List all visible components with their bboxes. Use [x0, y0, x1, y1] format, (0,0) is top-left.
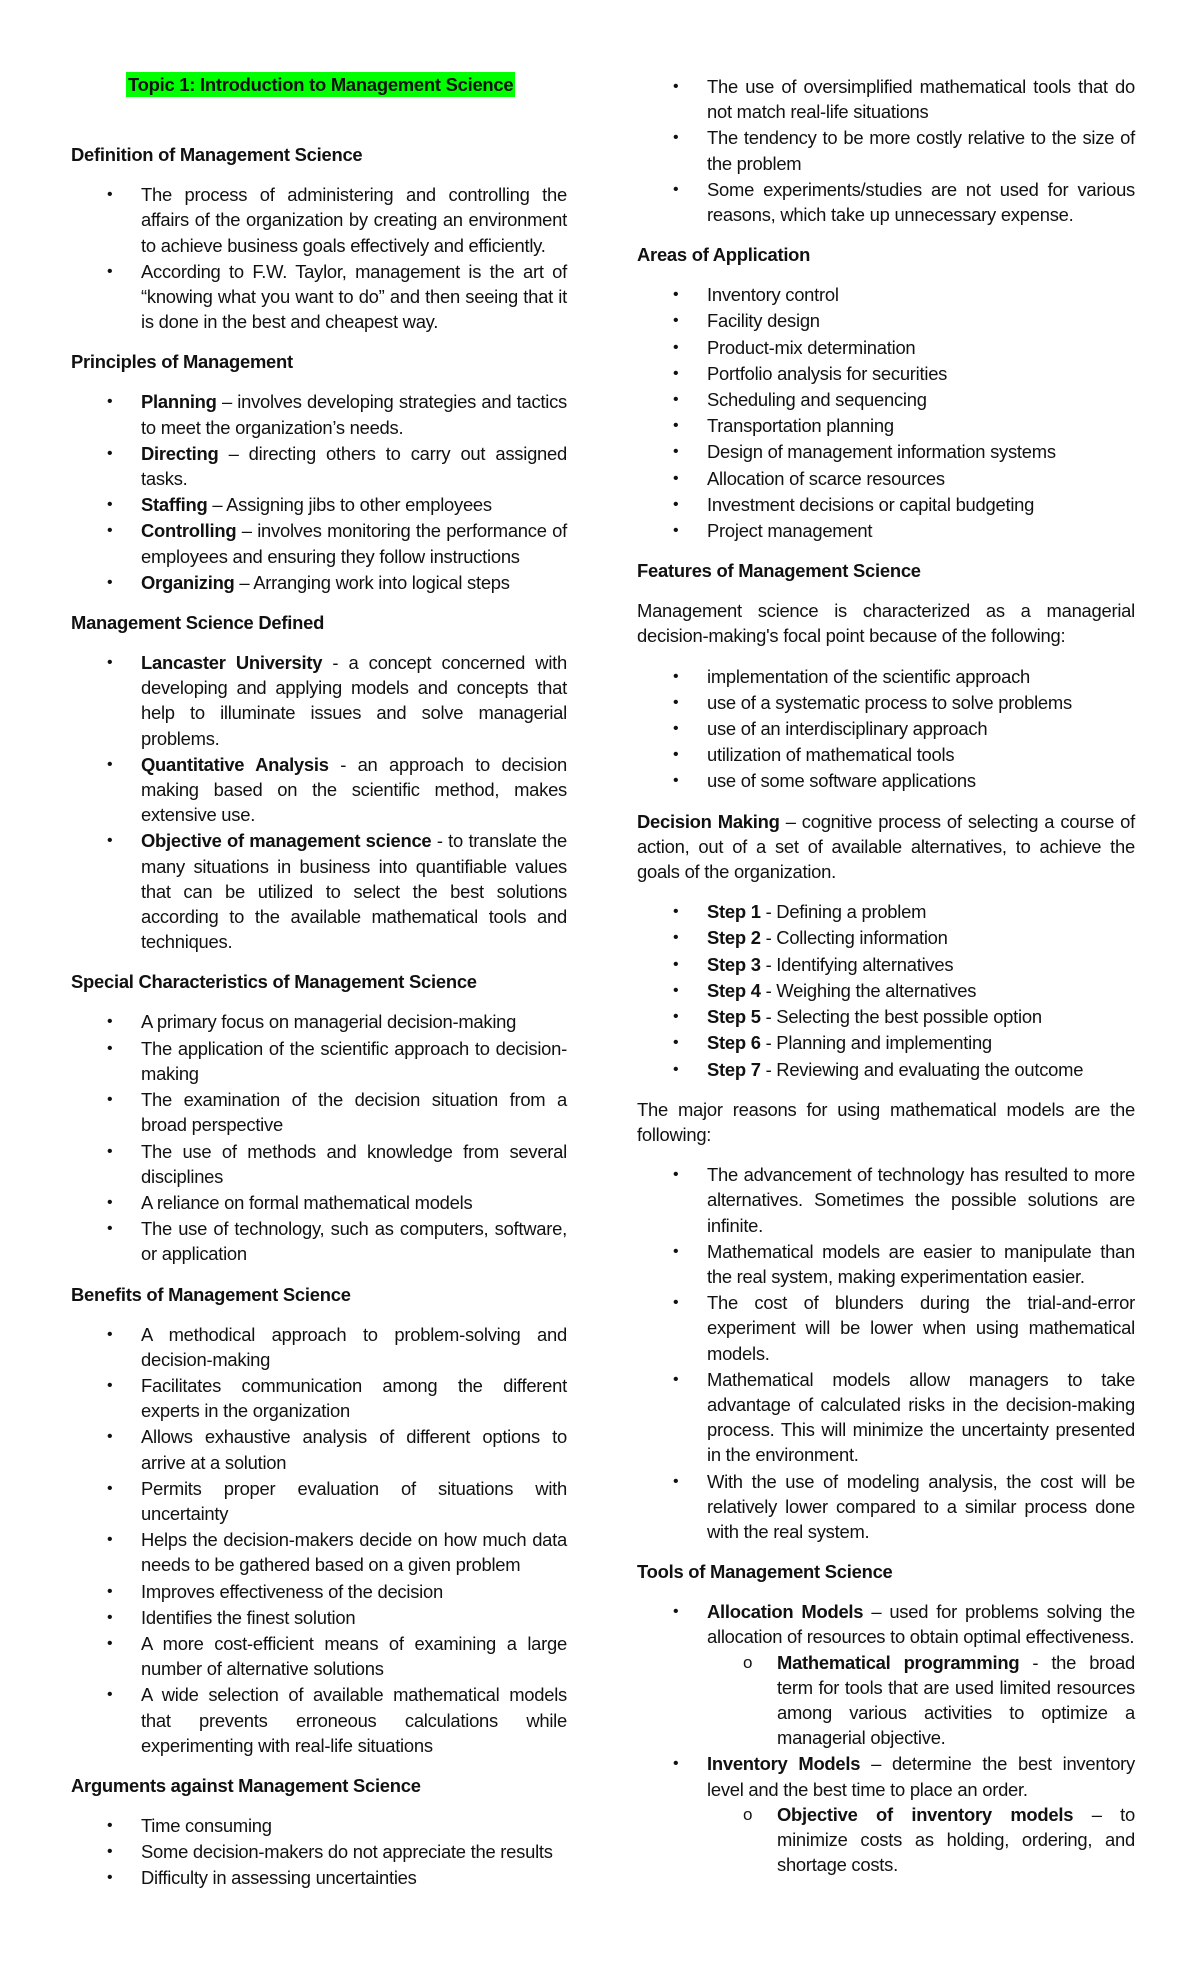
list-item: • With the use of modeling analysis, the cost will be relatively lower compared to a similar process done with the real system. — [637, 1469, 1135, 1545]
term-text: - Defining a problem — [760, 901, 927, 923]
term: Objective of inventory models — [777, 1803, 1074, 1825]
areas-heading: Areas of Application — [637, 244, 811, 266]
list-item: • Portfolio analysis for securities — [637, 361, 1135, 386]
list-item: • Facilitates communication among the different experts in the organization — [71, 1373, 567, 1423]
list-item: • use of a systematic process to solve problems — [637, 690, 1135, 715]
list-item — [637, 1030, 1135, 1055]
list-item: • Inventory control — [637, 282, 1135, 307]
list-item — [71, 650, 567, 751]
list-item: • A methodical approach to problem-solving and decision-making — [71, 1322, 567, 1372]
term: Controlling — [141, 520, 237, 542]
topic-title: Topic 1: Introduction to Management Science — [126, 72, 515, 97]
term-text: - Weighing the alternatives — [760, 979, 977, 1001]
list-item: • use of an interdisciplinary approach — [637, 716, 1135, 741]
sub-list — [707, 1802, 1135, 1878]
list-item: • Investment decisions or capital budgeting — [637, 492, 1135, 517]
list-item — [71, 828, 567, 954]
definition-heading: Definition of Management Science — [71, 144, 363, 166]
left-column — [71, 72, 567, 1906]
list-item: • Facility design — [637, 308, 1135, 333]
term: Planning — [141, 391, 217, 413]
term: Allocation Models — [707, 1601, 864, 1623]
list-item: • Some experiments/studies are not used for various reasons, which take up unnecessary expense. — [637, 177, 1135, 227]
term: Inventory Models — [707, 1753, 861, 1775]
term-text: – determine the best inventory level and the best time to place an order. — [707, 1753, 1135, 1800]
tools-heading: Tools of Management Science — [637, 1561, 893, 1583]
term-text: - Reviewing and evaluating the outcome — [760, 1058, 1084, 1080]
definition-list — [71, 182, 567, 334]
term: Staffing — [141, 494, 208, 516]
list-item: • Mathematical models allow managers to take advantage of calculated risks in the decision-making process. This will minimize the uncertainty presented in the environment. — [637, 1367, 1135, 1468]
list-item — [637, 1057, 1135, 1082]
term-text: – involves monitoring the performance of employees and ensuring they follow instructions — [141, 520, 567, 567]
list-item: • Allocation of scarce resources — [637, 466, 1135, 491]
term-text: – to minimize costs as holding, ordering, and shortage costs. — [777, 1803, 1135, 1876]
list-item: • The use of methods and knowledge from several disciplines — [71, 1139, 567, 1189]
list-item: • Mathematical models are easier to manipulate than the real system, making experimentation easier. — [637, 1239, 1135, 1289]
list-item: • Identifies the finest solution — [71, 1605, 567, 1630]
arguments-heading: Arguments against Management Science — [71, 1774, 421, 1796]
list-item: • A reliance on formal mathematical models — [71, 1190, 567, 1215]
term: Organizing — [141, 571, 235, 593]
term: Step 5 — [707, 1006, 761, 1028]
list-item: • Some decision-makers do not appreciate the results — [71, 1839, 567, 1864]
sub-list-item — [707, 1650, 1135, 1751]
term-text: - to translate the many situations in business into quantifiable values that can be utilized to select the best solutions according to the available mathematical tools and techniques. — [141, 830, 567, 953]
term: Step 3 — [707, 953, 761, 975]
list-item: • Time consuming — [71, 1813, 567, 1838]
list-item: • use of some software applications — [637, 768, 1135, 793]
decision-steps-list — [637, 899, 1135, 1081]
reasons-list — [637, 1162, 1135, 1544]
term-text: - Selecting the best possible option — [760, 1006, 1042, 1028]
features-heading: Features of Management Science — [637, 560, 921, 582]
right-column — [637, 74, 1135, 1892]
list-item: • Project management — [637, 518, 1135, 543]
defined-heading: Management Science Defined — [71, 612, 325, 634]
term-text: – used for problems solving the allocation of resources to obtain optimal effectiveness. — [707, 1601, 1135, 1648]
list-item — [637, 1751, 1135, 1877]
term-text: - Planning and implementing — [760, 1032, 992, 1054]
list-item — [637, 978, 1135, 1003]
list-item: • The cost of blunders during the trial-and-error experiment will be lower when using mathematical models. — [637, 1290, 1135, 1366]
term: Mathematical programming — [777, 1651, 1020, 1673]
list-item: • implementation of the scientific approach — [637, 664, 1135, 689]
list-item: • A primary focus on managerial decision-making — [71, 1009, 567, 1034]
tools-list — [637, 1599, 1135, 1877]
defined-list — [71, 650, 567, 954]
list-item — [637, 1004, 1135, 1029]
list-item: • The use of technology, such as computers, software, or application — [71, 1216, 567, 1266]
list-item — [637, 925, 1135, 950]
arguments-continued-list — [637, 74, 1135, 227]
list-item: • Allows exhaustive analysis of different options to arrive at a solution — [71, 1424, 567, 1474]
list-item: • A wide selection of available mathematical models that prevents erroneous calculations while experimenting with real-life situations — [71, 1682, 567, 1758]
principles-list — [71, 389, 567, 595]
term-text: - Identifying alternatives — [760, 953, 954, 975]
characteristics-list — [71, 1009, 567, 1266]
list-item: • The tendency to be more costly relative to the size of the problem — [637, 125, 1135, 175]
term-text: – Arranging work into logical steps — [234, 571, 510, 593]
list-item: • According to F.W. Taylor, management is the art of “knowing what you want to do” and then seeing that it is done in the best and cheapest way. — [71, 259, 567, 335]
term: Objective of management science — [141, 830, 432, 852]
term: Quantitative Analysis — [141, 753, 329, 775]
term-text: – directing others to carry out assigned tasks. — [141, 442, 567, 490]
benefits-list — [71, 1322, 567, 1758]
term: Step 4 — [707, 979, 761, 1001]
list-item — [637, 899, 1135, 924]
term: Lancaster University — [141, 652, 323, 674]
list-item — [71, 518, 567, 568]
term-text: - a concept concerned with developing and applying models and concepts that help to illuminate issues and solve managerial problems. — [141, 652, 567, 749]
list-item — [71, 492, 567, 517]
principles-heading: Principles of Management — [71, 351, 293, 373]
list-item: • Scheduling and sequencing — [637, 387, 1135, 412]
term: Step 6 — [707, 1032, 761, 1054]
decision-making-definition — [637, 809, 1135, 885]
list-item — [637, 1599, 1135, 1750]
list-item — [637, 952, 1135, 977]
term-text: – cognitive process of selecting a course of action, out of a set of available alternatives, to achieve the goals of the organization. — [637, 810, 1135, 883]
list-item: • Difficulty in assessing uncertainties — [71, 1865, 567, 1890]
list-item: • The application of the scientific approach to decision-making — [71, 1036, 567, 1086]
reasons-intro: The major reasons for using mathematical models are the following: — [637, 1098, 1135, 1145]
list-item: • A more cost-efficient means of examining a large number of alternative solutions — [71, 1631, 567, 1681]
features-list — [637, 664, 1135, 794]
characteristics-heading: Special Characteristics of Management Science — [71, 971, 477, 993]
arguments-list — [71, 1813, 567, 1891]
list-item: • The process of administering and controlling the affairs of the organization by creating an environment to achieve business goals effectively and efficiently. — [71, 182, 567, 258]
list-item: • The use of oversimplified mathematical tools that do not match real-life situations — [637, 74, 1135, 124]
sub-list — [707, 1650, 1135, 1751]
term-text: – involves developing strategies and tactics to meet the organization’s needs. — [141, 391, 567, 438]
term: Decision Making — [637, 810, 780, 832]
areas-list — [637, 282, 1135, 543]
list-item: • The advancement of technology has resulted to more alternatives. Sometimes the possible solutions are infinite. — [637, 1162, 1135, 1238]
term: Step 1 — [707, 901, 761, 923]
term-text: - an approach to decision making based on the scientific method, makes extensive use. — [141, 753, 567, 826]
sub-list-item — [707, 1802, 1135, 1878]
benefits-heading: Benefits of Management Science — [71, 1283, 351, 1305]
term: Directing — [141, 442, 219, 464]
list-item: • Transportation planning — [637, 413, 1135, 438]
term-text: – Assigning jibs to other employees — [207, 494, 492, 516]
list-item: • Product-mix determination — [637, 335, 1135, 360]
list-item: • Permits proper evaluation of situations with uncertainty — [71, 1476, 567, 1526]
list-item — [71, 441, 567, 491]
term-text: - Collecting information — [760, 927, 948, 949]
list-item: • The examination of the decision situation from a broad perspective — [71, 1087, 567, 1137]
features-intro: Management science is characterized as a managerial decision-making's focal point because of the following: — [637, 600, 1135, 647]
term-text: - the broad term for tools that are used limited resources among various activities to optimize a managerial objective. — [777, 1651, 1135, 1749]
list-item: • utilization of mathematical tools — [637, 742, 1135, 767]
list-item — [71, 752, 567, 828]
list-item: • Improves effectiveness of the decision — [71, 1579, 567, 1604]
term: Step 2 — [707, 927, 761, 949]
list-item — [71, 389, 567, 439]
list-item — [71, 570, 567, 595]
term: Step 7 — [707, 1058, 761, 1080]
list-item: • Helps the decision-makers decide on how much data needs to be gathered based on a given problem — [71, 1527, 567, 1577]
list-item: • Design of management information systems — [637, 439, 1135, 464]
